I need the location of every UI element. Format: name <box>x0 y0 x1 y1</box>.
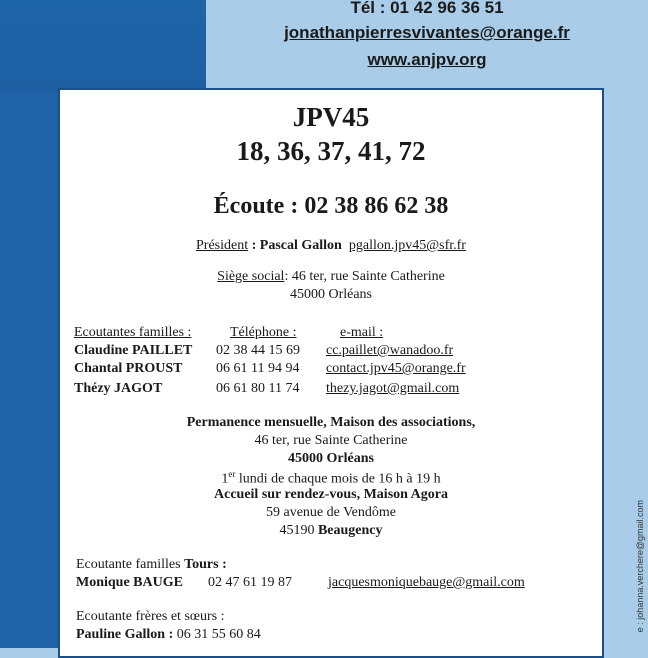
schedule-day-suffix: er <box>228 469 236 479</box>
header-email-link[interactable]: jonathanpierresvivantes@orange.fr <box>284 23 570 42</box>
schedule-text: lundi de chaque mois de 16 h à 19 h <box>235 471 441 487</box>
president-name: : Pascal Gallon <box>251 238 342 253</box>
tours-name: Monique BAUGE <box>76 575 183 590</box>
blue-side-strip <box>0 92 58 648</box>
appointment-address: 59 avenue de Vendôme <box>266 505 396 520</box>
siblings-contact-row <box>76 627 261 643</box>
listener-email-link[interactable]: cc.paillet@wanadoo.fr <box>326 343 454 358</box>
schedule-day-number: 1 <box>221 471 229 487</box>
permanence-city: 45000 Orléans <box>288 451 374 466</box>
blue-header-band <box>0 0 206 92</box>
head-office-line1 <box>60 269 602 285</box>
permanence-schedule <box>60 469 602 488</box>
listener-phone: 06 61 80 11 74 <box>216 381 300 396</box>
tours-label <box>76 557 227 573</box>
tours-city: Tours : <box>184 557 227 572</box>
listener-name: Claudine PAILLET <box>74 343 193 358</box>
permanence-address: 46 ter, rue Sainte Catherine <box>254 433 408 448</box>
header-website-link[interactable]: www.anjpv.org <box>367 50 487 69</box>
appointment-postcode: 45190 <box>279 523 318 538</box>
credit-text: e : johanna.verchere@gmail.com <box>635 500 645 633</box>
departments-list: 18, 36, 37, 41, 72 <box>236 136 426 166</box>
siblings-phone: 06 31 55 60 84 <box>176 627 261 642</box>
siege-address: : 46 ter, rue Sainte Catherine <box>284 269 445 284</box>
contact-header <box>206 0 648 80</box>
listener-email-link[interactable]: thezy.jagot@gmail.com <box>326 381 460 396</box>
listener-name: Chantal PROUST <box>74 361 183 376</box>
tours-contact-row <box>76 575 596 591</box>
listener-phone: 02 38 44 15 69 <box>216 343 300 358</box>
header-phone: Tél : 01 42 96 36 51 <box>350 0 504 17</box>
president-label: Président <box>196 238 249 253</box>
contact-card <box>58 88 604 658</box>
header-phone-col: Téléphone : <box>230 325 297 340</box>
head-office-line2: 45000 Orléans <box>289 287 373 302</box>
listener-phone: 06 61 11 94 94 <box>216 361 300 376</box>
siege-label: Siège social <box>217 269 285 284</box>
appointment-town: Beaugency <box>317 523 383 538</box>
president-line <box>60 238 602 254</box>
card-title: JPV45 <box>292 102 370 132</box>
appointment-title: Accueil sur rendez-vous, Maison Agora <box>214 487 448 502</box>
listener-name: Thézy JAGOT <box>74 381 163 396</box>
header-listeners: Ecoutantes familles : <box>74 325 192 340</box>
tours-email-link[interactable]: jacquesmoniquebauge@gmail.com <box>328 575 525 590</box>
siblings-label: Ecoutante frères et sœurs : <box>76 609 225 624</box>
tours-label-text: Ecoutante familles <box>76 557 185 572</box>
listener-email-link[interactable]: contact.jpv45@orange.fr <box>326 361 466 376</box>
permanence-title: Permanence mensuelle, Maison des associations, <box>186 415 476 430</box>
siblings-name: Pauline Gallon : <box>76 627 174 642</box>
president-email-link[interactable]: pgallon.jpv45@sfr.fr <box>348 238 466 253</box>
tours-phone: 02 47 61 19 87 <box>208 575 292 590</box>
appointment-city <box>60 523 602 539</box>
listening-phone: Écoute : 02 38 86 62 38 <box>213 193 449 219</box>
header-email-col: e-mail : <box>340 325 384 340</box>
